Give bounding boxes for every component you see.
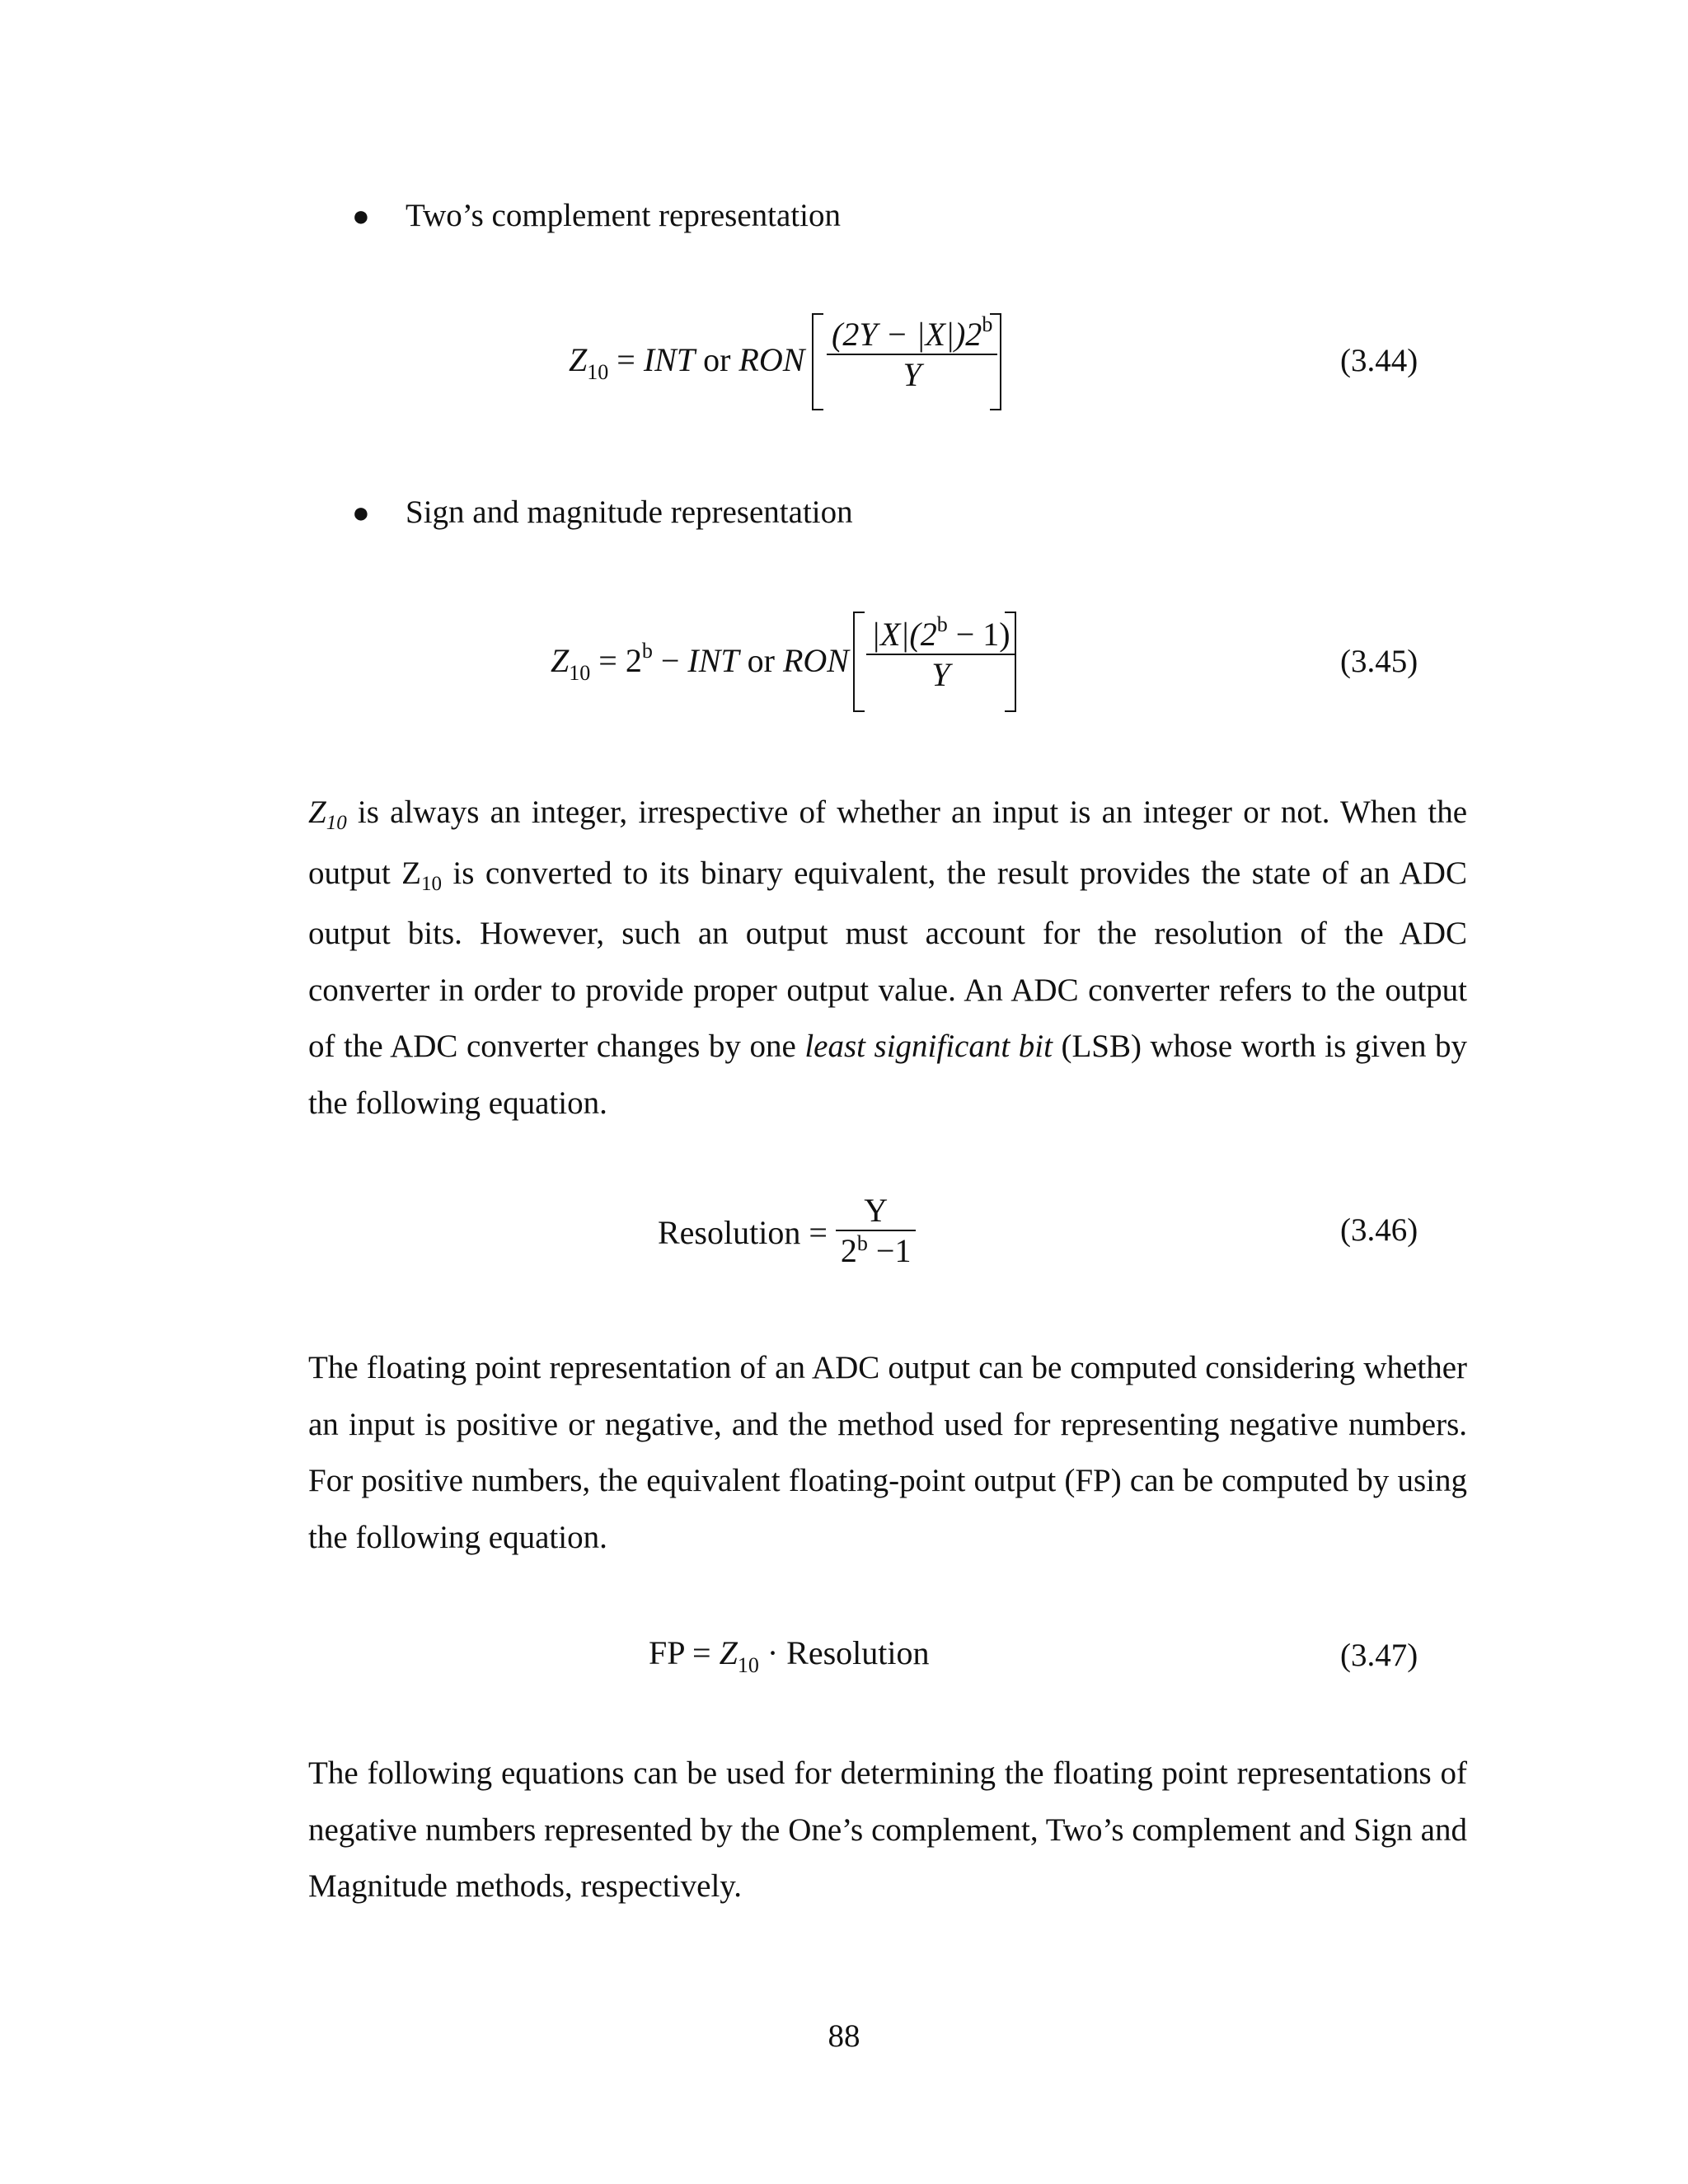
eq-sup: b xyxy=(641,639,653,663)
inline-sub: 10 xyxy=(420,872,442,895)
equation-number: (3.47) xyxy=(1340,1638,1418,1673)
paragraph-text: (LSB) whose worth is given by the following equation. xyxy=(308,1029,1467,1121)
eq-func: INT xyxy=(687,642,739,679)
equation-3-47 xyxy=(649,1633,930,1677)
fraction-denominator xyxy=(827,354,997,394)
inline-sub: 10 xyxy=(326,812,347,834)
eq-var: Z xyxy=(719,1634,738,1671)
fraction-denominator xyxy=(836,1230,917,1270)
eq-op: = xyxy=(598,642,617,679)
fraction-numerator: Y xyxy=(864,1192,889,1229)
denominator-text: Y xyxy=(931,656,950,693)
eq-or: or xyxy=(747,642,775,679)
eq-lhs: FP xyxy=(649,1634,685,1671)
body-paragraph xyxy=(308,785,1467,1132)
eq-rhs: Resolution xyxy=(786,1634,930,1671)
paragraph-text: is always an integer, irrespective of whether an input is an integer or not. When the output Z xyxy=(308,794,1467,891)
eq-base: 2 xyxy=(625,642,642,679)
eq-bracket-3-44 xyxy=(812,313,1001,410)
italic-term: least significant bit xyxy=(804,1029,1053,1064)
eq-op: = xyxy=(617,341,635,378)
body-paragraph: The floating point representation of an ADC output can be computed considering whether an input is positive or negative, and the method used for representing negative numbers. For positive numbers, the equivalent floating-point output (FP) can be computed by using the following equation. xyxy=(308,1350,1467,1555)
equation-number: (3.45) xyxy=(1340,644,1418,679)
bullet-text: Two’s complement representation xyxy=(406,198,841,233)
fraction xyxy=(836,1191,917,1270)
eq-sup: b xyxy=(982,312,993,336)
eq-sub: 10 xyxy=(569,661,591,685)
fraction-numerator xyxy=(827,312,997,354)
page-number: 88 xyxy=(828,2018,860,2054)
eq-var: Z xyxy=(551,642,570,679)
eq-func: RON xyxy=(782,642,849,679)
eq-op: = xyxy=(809,1214,828,1251)
eq-sub: 10 xyxy=(737,1653,759,1677)
eq-op: · xyxy=(767,1634,779,1671)
body-paragraph: The following equations can be used for determining the floating point representations of negative numbers represented by the One’s complement, Two’s complement and Sign and Magnitude methods, respectively. xyxy=(308,1755,1467,1904)
equation-3-44 xyxy=(569,340,805,384)
fraction-numerator xyxy=(866,612,1015,654)
eq-sup: b xyxy=(856,1231,868,1255)
left-bracket xyxy=(853,612,865,712)
numerator-text: |X|(2 xyxy=(871,616,937,653)
den-base: 2 xyxy=(840,1232,857,1269)
eq-sup: b xyxy=(936,612,948,636)
numerator-text: − 1) xyxy=(947,616,1010,653)
eq-func: RON xyxy=(738,341,805,378)
eq-op: = xyxy=(692,1634,711,1671)
fraction-denominator xyxy=(866,654,1015,694)
bullet-dot: ● xyxy=(352,496,370,529)
equation-3-46 xyxy=(658,1191,916,1270)
eq-op: − xyxy=(660,642,680,679)
den-post: −1 xyxy=(867,1232,912,1269)
left-bracket xyxy=(812,313,823,410)
eq-sub: 10 xyxy=(587,360,609,384)
paragraph-text: is converted to its binary equivalent, the result provides the state of an ADC output bits. However, such an output must account for the resolution of the ADC converter in order to provide proper output value. An ADC converter refers to the output of the ADC converter changes by one xyxy=(308,855,1467,1064)
denominator-text: Y xyxy=(903,356,921,393)
numerator-text: (2Y − |X|)2 xyxy=(832,316,982,353)
eq-lhs: Resolution xyxy=(658,1214,801,1251)
bullet-text: Sign and magnitude representation xyxy=(406,494,853,530)
inline-var: Z xyxy=(308,794,326,830)
eq-func: INT xyxy=(643,341,696,378)
eq-fraction xyxy=(866,612,1010,694)
equation-number: (3.44) xyxy=(1340,343,1418,378)
equation-number: (3.46) xyxy=(1340,1212,1418,1248)
eq-bracket-3-45 xyxy=(853,612,1016,712)
fraction xyxy=(827,312,997,394)
equation-3-45 xyxy=(551,639,849,685)
bullet-dot: ● xyxy=(352,199,370,232)
eq-fraction xyxy=(827,312,993,394)
fraction xyxy=(866,612,1015,694)
eq-var: Z xyxy=(569,341,588,378)
eq-or: or xyxy=(703,341,731,378)
